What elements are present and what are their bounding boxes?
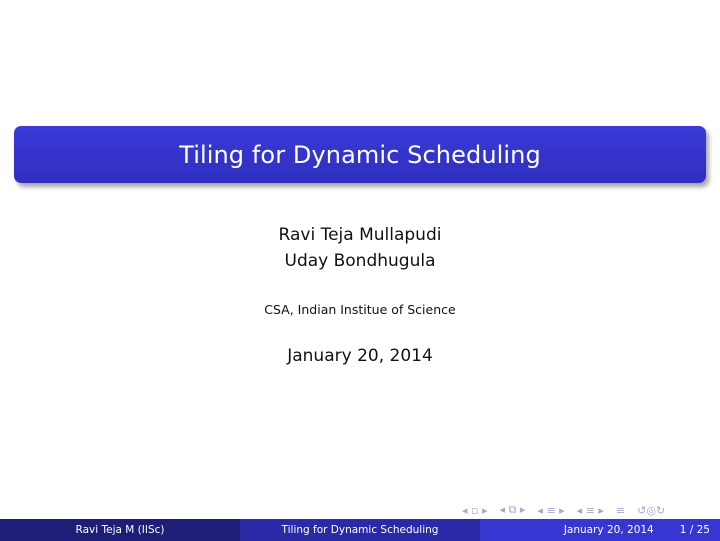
menu-icon[interactable]: ≡ (615, 503, 626, 517)
title-box (14, 126, 706, 183)
author-name: Ravi Teja Mullapudi (278, 225, 442, 245)
footer-date-page (480, 519, 720, 541)
section-nav-icon[interactable]: ◂ ≡ ▸ (537, 503, 565, 517)
slide-date: January 20, 2014 (287, 346, 433, 366)
navigation-bar (462, 503, 665, 517)
footer-author-text: Ravi Teja M (IISc) (75, 524, 165, 536)
footer-author (0, 519, 240, 541)
document-nav-icon[interactable]: ◂ ≡ ▸ (576, 503, 604, 517)
search-icon[interactable]: ↺◎↻ (637, 503, 666, 517)
footer (0, 519, 720, 541)
frame-nav-icon[interactable]: ◂ ▫ ▸ (462, 503, 488, 517)
slide-title: Tiling for Dynamic Scheduling (179, 140, 541, 169)
author-block (0, 222, 720, 274)
subsection-nav-icon[interactable]: ◂ ⧉ ▸ (499, 503, 526, 516)
author-name: Uday Bondhugula (284, 251, 436, 271)
footer-date: January 20, 2014 (563, 524, 654, 536)
footer-title-text: Tiling for Dynamic Scheduling (281, 524, 439, 536)
institute: CSA, Indian Institue of Science (264, 302, 456, 317)
footer-title (240, 519, 480, 541)
page-number: 1 / 25 (679, 524, 710, 536)
